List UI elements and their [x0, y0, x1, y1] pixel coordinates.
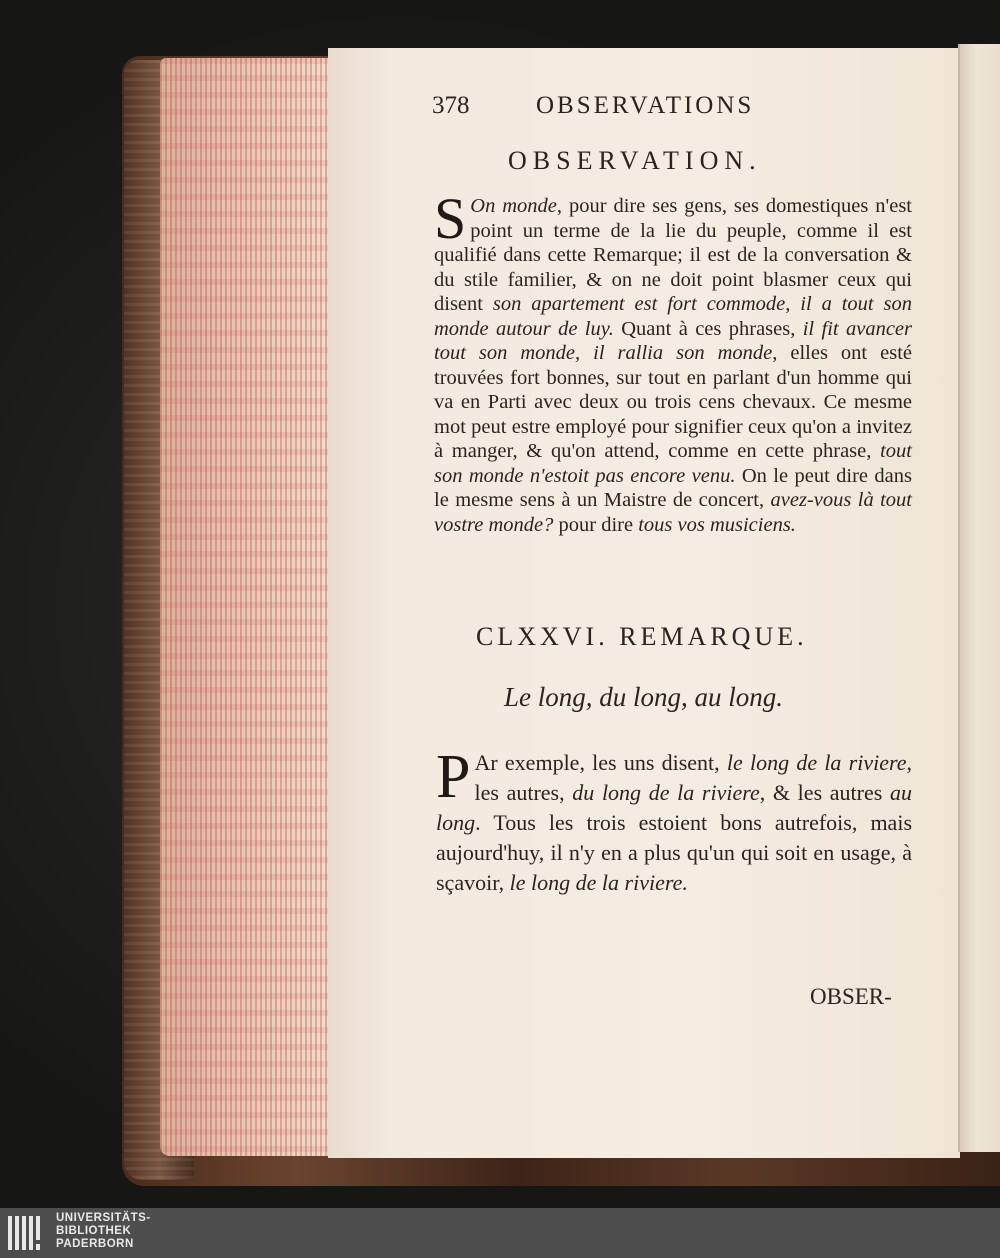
library-logo-icon — [6, 1212, 46, 1254]
text-segment: avez-vous là tout vostre monde? — [434, 489, 912, 536]
remarque-paragraph — [436, 743, 912, 898]
observation-heading: OBSERVATION. — [508, 146, 762, 175]
text-segment: son apartement est fort commode, il a tout son monde autour de luy. — [434, 293, 913, 340]
library-footer — [0, 1208, 1000, 1258]
text-segment: du long de la riviere — [572, 780, 760, 805]
library-name-line: UNIVERSITÄTS- — [56, 1212, 151, 1224]
text-segment: Ar exemple, les uns disent, — [474, 750, 727, 775]
library-name-line: BIBLIOTHEK — [56, 1225, 132, 1237]
text-segment: tout son monde n'estoit pas encore venu. — [434, 440, 912, 487]
text-segment: au long — [436, 780, 912, 835]
observation-text — [434, 186, 913, 536]
remarque-text — [436, 743, 912, 895]
page-number: 378 — [432, 92, 470, 119]
text-segment: On monde — [470, 195, 557, 217]
text-segment: , elles ont esté trouvées fort bonnes, sur tout en parlant d'un homme qui va en Parti avec deux ou trois cens chevaux. Ce mesme mot peut estre employé pour signifier ceux qu'on a invitez à manger, & qu'on attend, comme en cette phrase, — [434, 342, 912, 462]
library-name-line: PADERBORN — [56, 1238, 134, 1250]
text-segment: il fit avancer tout son monde, il rallia son monde — [434, 317, 912, 364]
text-segment: le long de la riviere — [726, 750, 907, 775]
drop-cap: P — [436, 743, 471, 811]
text-segment: le long de la riviere. — [509, 870, 688, 895]
remarque-subheading: Le long, du long, au long. — [504, 682, 784, 712]
drop-cap: S — [434, 186, 467, 251]
text-segment: Quant à ces phrases, — [613, 317, 803, 340]
observation-paragraph — [434, 186, 913, 537]
page-text-column — [432, 88, 913, 1009]
text-segment: pour dire — [553, 513, 639, 536]
facing-page-edge — [958, 44, 1000, 1152]
library-name — [56, 1212, 151, 1251]
text-segment: , les autres, — [474, 750, 912, 805]
remarque-heading: CLXXVI. REMARQUE. — [476, 622, 808, 651]
text-segment: . Tous les trois estoient bons autrefois, mais aujourd'huy, il n'y en a plus qu'un qui soit en usage, à sçavoir, — [436, 810, 912, 895]
text-segment: tous vos musiciens. — [638, 513, 796, 536]
text-segment: , pour dire ses gens, ses domestiques n'est point un terme de la lie du peuple, comme il est qualifié dans cette Remarque; il est de la conversation & du stile familier, & on ne doit point blasmer ceux qui disent — [434, 195, 912, 315]
running-title: OBSERVATIONS — [536, 92, 755, 119]
text-segment: On le peut dire dans le mesme sens à un Maistre de concert, — [434, 464, 912, 511]
text-segment: , & les autres — [759, 780, 890, 805]
running-head — [432, 88, 912, 128]
catchword: OBSER- — [810, 984, 892, 1009]
page-edges — [160, 58, 340, 1156]
